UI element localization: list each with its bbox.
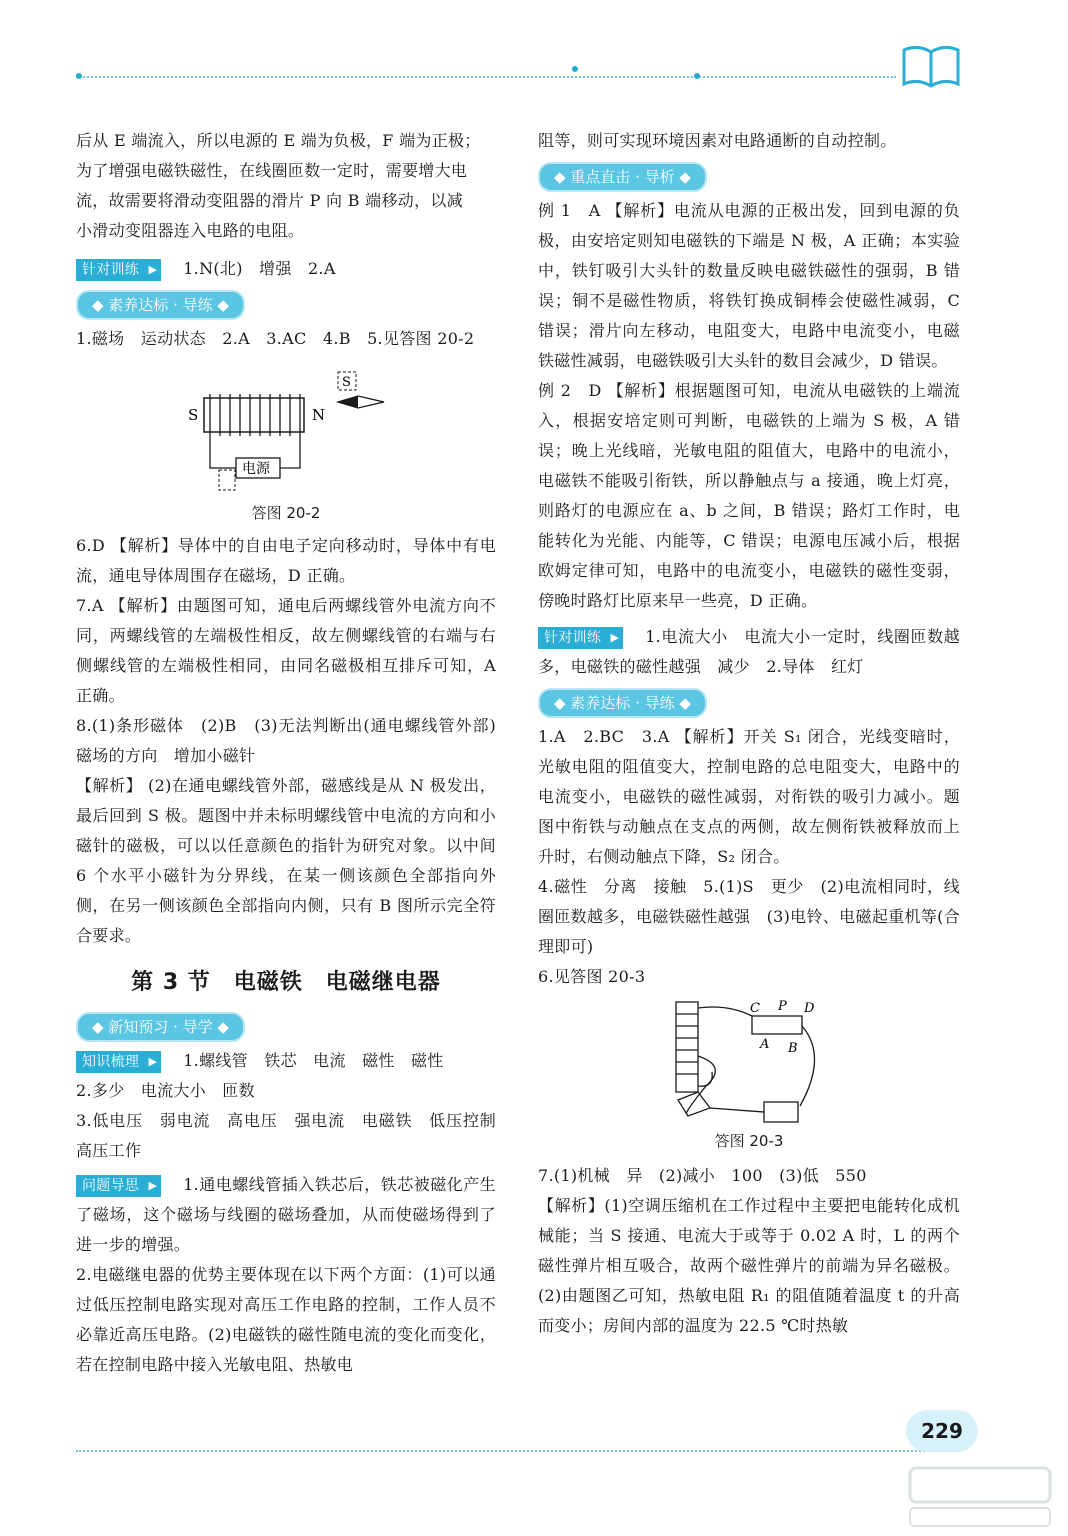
solenoid-body xyxy=(204,398,304,432)
contact-p-label: P xyxy=(778,999,787,1014)
targeted-training-text: 1.N(北) 增强 2.A xyxy=(183,259,336,278)
left-column xyxy=(76,126,513,1380)
contact-b-label: B xyxy=(788,1041,798,1056)
intro-line: 后从 E 端流入，所以电源的 E 端为负极，F 端为正极； xyxy=(76,131,481,150)
battery xyxy=(764,1102,798,1122)
section-banner: ◆ 重点直击 · 导析 ◆ xyxy=(538,162,707,192)
knowledge-review xyxy=(76,1046,496,1076)
answer-6: 6.见答图 20-3 xyxy=(538,967,646,986)
switch xyxy=(678,1092,710,1116)
answer-7-analysis: 【解析】(1)空调压缩机在工作过程中主要把电能转化成机械能；当 S 接通、电流大于或等于 0.02 A 时，L 的两个磁性弹片相互吸合，故两个磁性弹片的前端为异名磁极。(2)由题图乙可知，热敏电阻 R₁ 的阻值随着温度 t 的升高而变小；房间内部的温度为 22.5 ℃时热敏 xyxy=(538,1196,960,1335)
answer-7: 7.(1)机械 异 (2)减小 100 (3)低 550 xyxy=(538,1166,867,1185)
watermark-logo xyxy=(900,1462,1060,1532)
contact-c-label: C xyxy=(750,1001,760,1016)
targeted-training-tag: 针对训练 ▶ xyxy=(538,627,623,649)
contact-a-label: A xyxy=(760,1037,770,1052)
power-source-label: 电源 xyxy=(242,461,270,477)
figure-20-2 xyxy=(76,358,496,498)
continued-text: 阻等，则可实现环境因素对电路通断的自动控制。 xyxy=(538,131,897,150)
contact-block xyxy=(752,1016,802,1034)
question-guide xyxy=(76,1170,496,1260)
intro-line: 流，故需要将滑动变阻器的滑片 P 向 B 端移动，以减 xyxy=(76,191,463,210)
right-column xyxy=(538,126,960,1341)
example-2: 例 2 D 【解析】根据题图可知，电流从电磁铁的上端流入，根据安培定则可判断，电磁铁的上端为 S 极，A 错误；晚上光线暗，光敏电阻的阻值大，电路中的电流小，电磁铁不能吸引衔铁，所以静触点与 a 接通，晚上灯亮，则路灯的电源应在 a、b 之间，B 错误；路灯工作时，电能转化为光能、内能等，C 错误；电源电压减小后，根据欧姆定律可知，电路中的电流变小，电磁铁的磁性变弱，傍晚时路灯比原来早一些亮，D 正确。 xyxy=(538,381,960,610)
figure-caption: 答图 20-2 xyxy=(251,504,321,522)
section-banner: ◆ 素养达标 · 导练 ◆ xyxy=(76,290,245,320)
targeted-training-answers xyxy=(538,622,960,682)
section-title: 第 3 节 电磁铁 电磁继电器 xyxy=(131,970,441,995)
answer-1-5: 1.磁场 运动状态 2.A 3.AC 4.B 5.见答图 20-2 xyxy=(76,329,475,348)
targeted-training-tag: 针对训练 ▶ xyxy=(76,259,161,281)
targeted-training-text: 1.电流大小 电流大小一定时，线圈匝数越多，电磁铁的磁性越强 减少 2.导体 红灯 xyxy=(538,627,960,676)
compass-box-label: S xyxy=(342,375,351,390)
header-dot xyxy=(694,73,700,79)
answer-6: 6.D 【解析】导体中的自由电子定向移动时，导体中有电流，通电导体周围存在磁场，D 正确。 xyxy=(76,536,496,585)
electromagnet-coil xyxy=(676,1002,698,1092)
n-pole-label: N xyxy=(312,406,326,424)
section-banner: ◆ 素养达标 · 导练 ◆ xyxy=(538,688,707,718)
header-rule xyxy=(76,76,896,78)
figure-20-3 xyxy=(538,996,960,1126)
answer-4-5: 4.磁性 分离 接触 5.(1)S 更少 (2)电流相同时，线圈匝数越多，电磁铁磁性越强 (3)电铃、电磁起重机等(合理即可) xyxy=(538,877,960,956)
knowledge-item: 3.低电压 弱电流 高电压 强电流 电磁铁 低压控制 高压工作 xyxy=(76,1111,513,1160)
answer-8-analysis: 【解析】 (2)在通电螺线管外部，磁感线是从 N 极发出，最后回到 S 极。题图中并未标明螺线管中电流的方向和小磁针的磁极，可以以任意颜色的指针为研究对象。以中间 6 个水平小磁针为分界线，在某一侧该颜色全部指向外侧，在另一侧该颜色全部指向内侧，只有 B 图所示完全符合要求。 xyxy=(76,776,496,945)
answer-1-3: 1.A 2.BC 3.A 【解析】开关 S₁ 闭合，光线变暗时，光敏电阻的阻值变大，控制电路的总电阻变大，电路中的电流变小，电磁铁的磁性减弱，对衔铁的吸引力减小。题图中衔铁与动触点在支点的两侧，故左侧衔铁被释放而上升时，右侧动触点下降，S₂ 闭合。 xyxy=(538,727,960,866)
answer-8: 8.(1)条形磁体 (2)B (3)无法判断出(通电螺线管外部)磁场的方向 增加小磁针 xyxy=(76,716,496,765)
page-number: 229 xyxy=(906,1410,978,1452)
solenoid-coils xyxy=(210,394,300,436)
figure-caption: 答图 20-3 xyxy=(714,1132,784,1150)
s-pole-label: S xyxy=(188,406,199,424)
intro-line: 为了增强电磁铁磁性，在线圈匝数一定时，需要增大电 xyxy=(76,161,468,180)
solenoid-circuit-diagram xyxy=(76,358,496,498)
targeted-training-answers xyxy=(76,254,496,284)
section-banner: ◆ 新知预习 · 导学 ◆ xyxy=(76,1012,245,1042)
intro-line: 小滑动变阻器连入电路的电阻。 xyxy=(76,221,305,240)
header-dot xyxy=(572,66,578,72)
open-book-icon xyxy=(900,42,962,90)
example-1: 例 1 A 【解析】电流从电源的正极出发，回到电源的负极，由安培定则知电磁铁的下端是 N 极，A 正确；本实验中，铁钉吸引大头针的数量反映电磁铁磁性的强弱，B 错误；铜不是磁性物质，将铁钉换成铜棒会使磁性减弱，C 错误；滑片向左移动，电阻变大，电路中电流变小，电磁铁磁性减弱，电磁铁吸引大头针的数目会减少，D 错误。 xyxy=(538,201,960,370)
knowledge-review-tag: 知识梳理 ▶ xyxy=(76,1051,161,1073)
question-guide-tag: 问题导思 ▶ xyxy=(76,1175,161,1197)
relay-circuit-diagram xyxy=(538,996,960,1126)
contact-d-label: D xyxy=(804,1001,815,1016)
question-answer: 2.电磁继电器的优势主要体现在以下两个方面：(1)可以通过低压控制电路实现对高压工作电路的控制，工作人员不必靠近高压电路。(2)电磁铁的磁性随电流的变化而变化，若在控制电路中接入光敏电阻、热敏电 xyxy=(76,1265,496,1374)
answer-7: 7.A 【解析】由题图可知，通电后两螺线管外电流方向不同，两螺线管的左端极性相反，故左侧螺线管的右端与右侧螺线管的左端极性相同，由同名磁极相互排斥可知，A 正确。 xyxy=(76,596,496,705)
footer-rule xyxy=(76,1450,956,1452)
answer-box xyxy=(219,470,235,490)
knowledge-item: 2.多少 电流大小 匝数 xyxy=(76,1081,255,1100)
question-answer: 1.通电螺线管插入铁芯后，铁芯被磁化产生了磁场，这个磁场与线圈的磁场叠加，从而使磁场得到了进一步的增强。 xyxy=(76,1175,496,1254)
header-dot xyxy=(76,73,82,79)
knowledge-item: 1.螺线管 铁芯 电流 磁性 磁性 xyxy=(183,1051,444,1070)
